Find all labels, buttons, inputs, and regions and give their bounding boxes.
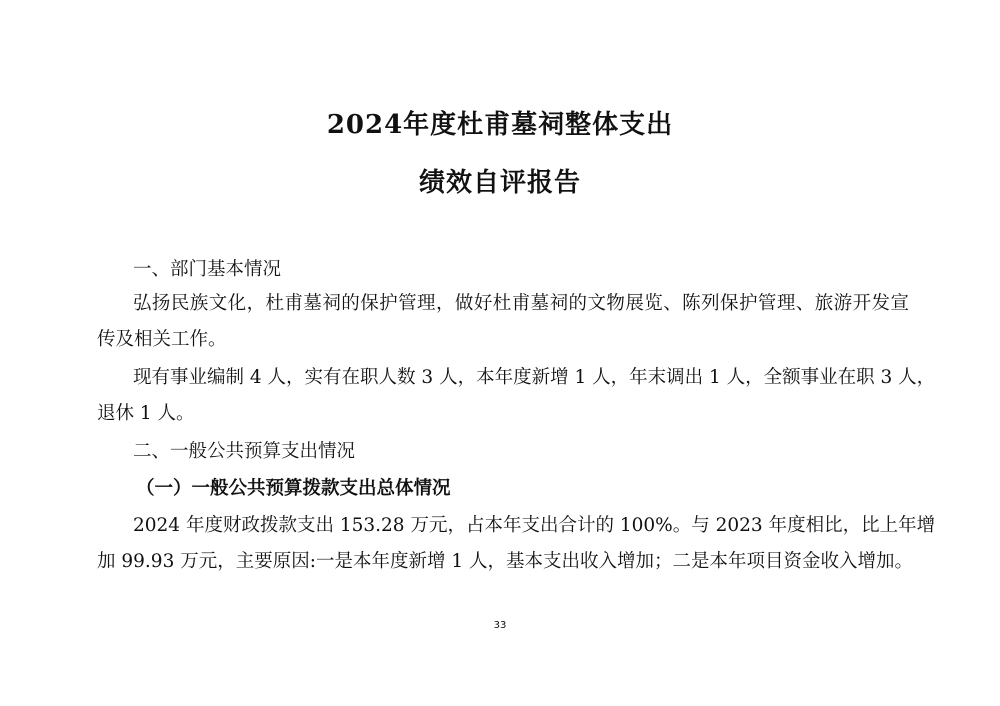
paragraph-1-line-1: 弘扬民族文化，杜甫墓祠的保护管理，做好杜甫墓祠的文物展览、陈列保护管理、旅游开发宣 [133, 293, 909, 314]
paragraph-2-line-1: 现有事业编制 4 人，实有在职人数 3 人，本年度新增 1 人，年末调出 1 人，全额事业在职 3 人， [133, 367, 936, 388]
page-number: 33 [493, 620, 507, 631]
document-title-line1: 2024年度杜甫墓祠整体支出 [326, 110, 674, 140]
section-heading-2: 二、一般公共预算支出情况 [133, 441, 356, 462]
document-title-line2: 绩效自评报告 [418, 168, 581, 198]
paragraph-3-line-1: 2024 年度财政拨款支出 153.28 万元，占本年支出合计的 100%。与 2023 年度相比，比上年增 [133, 515, 936, 536]
section-heading-1: 一、部门基本情况 [133, 259, 282, 280]
paragraph-3-line-2: 加 99.93 万元，主要原因:一是本年度新增 1 人，基本支出收入增加；二是本年项目资金收入增加。 [97, 551, 913, 572]
paragraph-2-line-2: 退休 1 人。 [97, 403, 195, 424]
paragraph-1-line-2: 传及相关工作。 [97, 329, 227, 350]
subsection-heading-1: （一）一般公共预算拨款支出总体情况 [136, 478, 451, 499]
